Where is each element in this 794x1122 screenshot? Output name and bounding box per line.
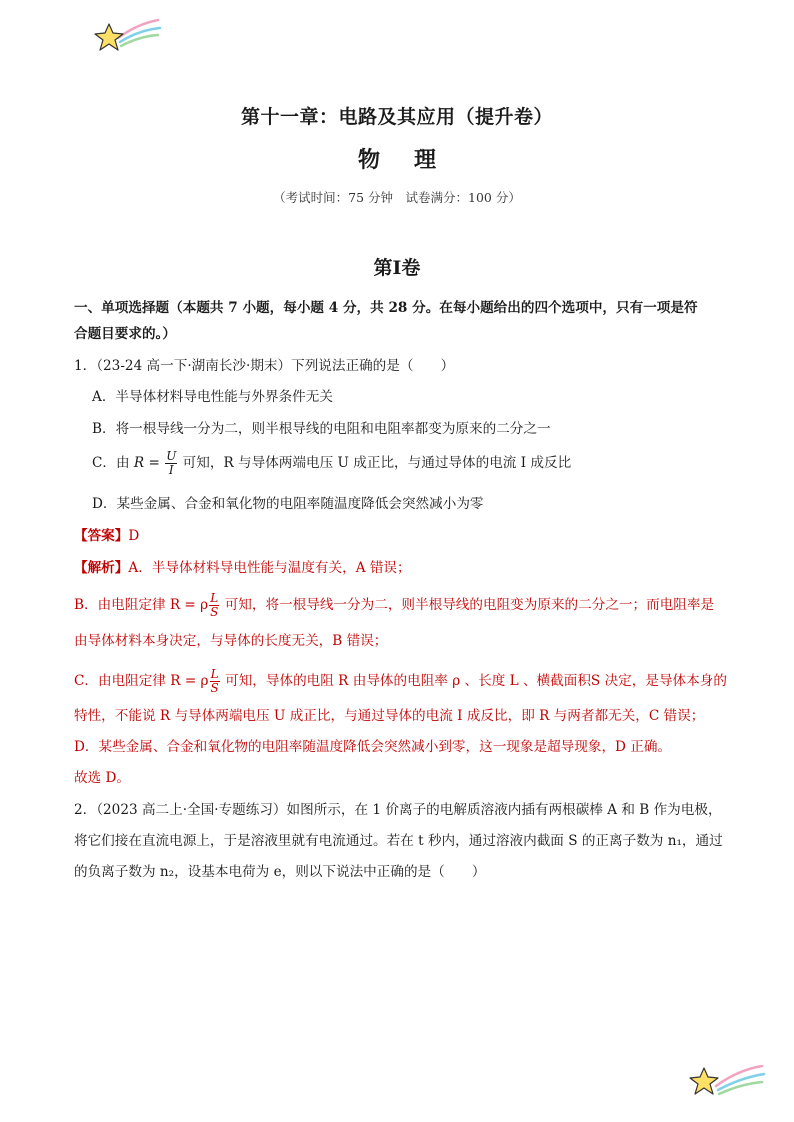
subject-heading	[0, 143, 794, 174]
document-title: 第十一章：电路及其应用（提升卷）	[240, 106, 553, 128]
analysis-b: B．由电阻定律 R = ρ $\frac{L}{S}$ 可知，将一根导线一分为二，则半根导线的电阻变为原来的二分之一；而电阻率是	[74, 591, 715, 619]
analysis-c: C．由电阻定律 R = ρ $\frac{L}{S}$ 可知，导体的电阻 R 由导体的电阻率 ρ 、长度 L 、横截面积S 决定，是导体本身的	[74, 667, 727, 695]
question-2-stem-cont: 将它们接在直流电源上，于是溶液里就有电流通过。若在 t 秒内，通过溶液内截面 S 的正离子数为 n₁，通过	[74, 833, 723, 849]
section-heading: 一、单项选择题（本题共 7 小题，每小题 4 分，共 28 分。在每小题给出的四个选项中，只有一项是符	[74, 300, 698, 316]
shooting-star-icon	[92, 16, 162, 58]
conclusion: 故选 D。	[74, 770, 131, 786]
option-a: A．半导体材料导电性能与外界条件无关	[92, 389, 333, 405]
subject-char: 理	[414, 147, 437, 173]
question-2-stem-cont: 的负离子数为 n₂，设基本电荷为 e，则以下说法中正确的是（ ）	[74, 864, 486, 880]
option-d: D．某些金属、合金和氧化物的电阻率随温度降低会突然减小为零	[92, 496, 484, 512]
exam-info: （考试时间：75 分钟 试卷满分：100 分）	[273, 190, 521, 205]
analysis-b-cont: 由导体材料本身决定，与导体的长度无关，B 错误；	[74, 633, 388, 649]
analysis-d: D．某些金属、合金和氧化物的电阻率随温度降低会突然减小到零，这一现象是超导现象，D 正确。	[74, 739, 672, 755]
analysis-a: 【解析】A．半导体材料导电性能与温度有关，A 错误；	[74, 560, 411, 576]
question-2-stem: 2．（2023 高二上·全国·专题练习）如图所示，在 1 价离子的电解质溶液内插有两根碳棒 A 和 B 作为电极，	[74, 802, 722, 818]
subject-char: 物	[357, 147, 380, 173]
option-c: C．由 R = $\frac{U}{I}$ 可知，R 与导体两端电压 U 成正比，与通过导体的电流 I 成反比	[92, 449, 572, 477]
fraction: $\frac{U}{I}$	[166, 449, 177, 477]
fraction: $\frac{L}{S}$	[210, 667, 219, 695]
option-b: B．将一根导线一分为二，则半根导线的电阻和电阻率都变为原来的二分之一	[92, 421, 551, 437]
shooting-star-icon	[686, 1062, 766, 1102]
volume-heading: 第I卷	[373, 257, 421, 279]
analysis-c-cont: 特性，不能说 R 与导体两端电压 U 成正比，与通过导体的电流 I 成反比，即 R 与两者都无关，C 错误；	[74, 708, 705, 724]
section-heading-cont: 合题目要求的。）	[74, 326, 176, 342]
question-stem: 1．（23-24 高一下·湖南长沙·期末）下列说法正确的是（ ）	[74, 358, 455, 374]
answer: 【答案】D	[74, 528, 140, 544]
fraction: $\frac{L}{S}$	[210, 591, 219, 619]
